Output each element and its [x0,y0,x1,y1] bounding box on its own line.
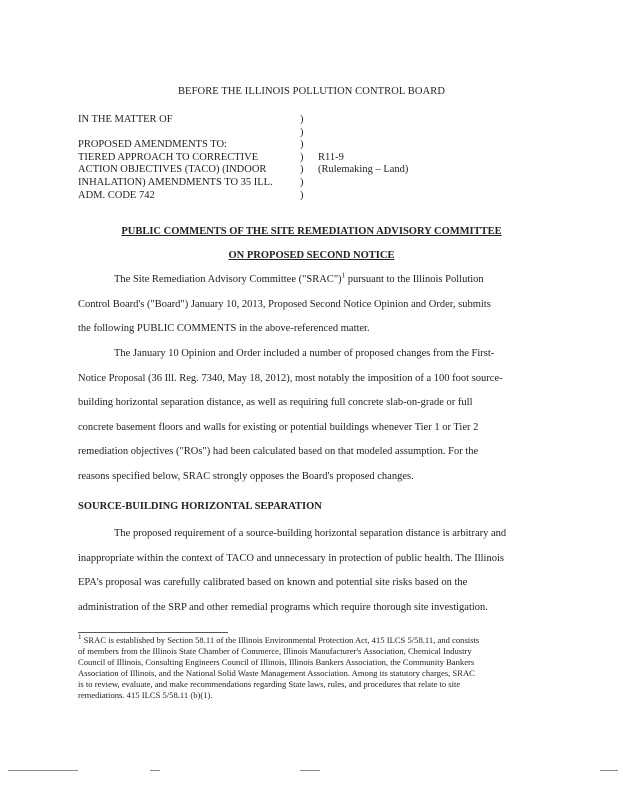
separation-paragraph [78,522,543,620]
docket-line [318,114,468,127]
caption-line: INHALATION) AMENDMENTS TO 35 ILL. [78,176,273,188]
paragraph-line: Notice Proposal (36 Ill. Reg. 7340, May 18, 2012), most notably the imposition of a 100 foot source- [78,372,503,384]
paragraph-line: the following PUBLIC COMMENTS in the above-referenced matter. [78,323,370,334]
scan-mark [8,770,78,771]
caption-line: PROPOSED AMENDMENTS TO: [78,139,227,151]
paren: ) [300,126,304,138]
scan-mark [600,770,618,771]
paren: ) [300,176,304,188]
paragraph-line: The January 10 Opinion and Order included a number of proposed changes from the First- [114,348,495,359]
docket-line [318,177,468,190]
paren: ) [300,164,304,176]
paragraph-text: The Site Remediation Advisory Committee ("SRAC") [114,274,342,285]
document-subtitle: ON PROPOSED SECOND NOTICE [228,250,395,261]
paragraph-line: building horizontal separation distance, as well as requiring full concrete slab-on-grade or full [78,397,473,408]
footnote-ref: 1 [341,271,346,280]
footnote-line: of members from the Illinois State Chamber of Commerce, Illinois Manufacturer's Association, Chemical Industry [78,646,472,656]
paren: ) [300,139,304,151]
footnote [78,635,546,701]
footnote-line: Association of Illinois, and the National Solid Waste Management Association. Among its statutory charges, SRAC [78,668,475,678]
caption-line: TIERED APPROACH TO CORRECTIVE [78,151,259,163]
paren: ) [300,114,304,125]
caption-parens [300,114,310,202]
paragraph-text: pursuant to the Illinois Pollution [345,274,484,285]
intro-paragraph [78,268,543,342]
paragraph-line: remediation objectives ("ROs") had been calculated based on that modeled assumption. For the [78,446,479,457]
board-header: BEFORE THE ILLINOIS POLLUTION CONTROL BOARD [177,86,446,97]
paragraph-line: reasons specified below, SRAC strongly opposes the Board's proposed changes. [78,470,414,482]
caption-matter [78,114,308,202]
caption-docket [318,114,468,202]
section-heading: SOURCE-BUILDING HORIZONTAL SEPARATION [78,501,322,512]
paragraph-line: Control Board's ("Board") January 10, 2013, Proposed Second Notice Opinion and Order, submits [78,298,491,310]
caption-line: IN THE MATTER OF [78,114,173,125]
changes-paragraph [78,342,543,489]
footnote-line: Council of Illinois, Consulting Engineers Council of Illinois, Illinois Bankers Association, the Community Bankers [78,657,475,667]
caption-line: ADM. CODE 742 [78,189,155,201]
document-title: PUBLIC COMMENTS OF THE SITE REMEDIATION ADVISORY COMMITTEE [121,226,502,237]
scan-mark [150,770,160,771]
paragraph-line: inappropriate within the context of TACO and unnecessary in protection of public health. The Illinois [78,552,504,564]
paragraph-line: The proposed requirement of a source-building horizontal separation distance is arbitrary and [114,528,507,539]
footnote-line [78,635,546,646]
docket-line [318,190,468,203]
paragraph-line [78,268,543,293]
footnote-line: is to review, evaluate, and make recommendations regarding State laws, rules, and procedures that relate to site [78,679,461,689]
footnote-marker: 1 [78,633,82,642]
paragraph-line: concrete basement floors and walls for existing or potential buildings whenever Tier 1 or Tier 2 [78,421,479,433]
caption-line [78,127,308,140]
docket-line [318,127,468,140]
footnote-line: remediations. 415 ILCS 5/58.11 (b)(1). [78,690,213,700]
paragraph-line: administration of the SRP and other remedial programs which require thorough site investigation. [78,601,488,613]
paragraph-line: EPA's proposal was carefully calibrated based on known and potential site risks based on the [78,577,468,588]
docket-type: (Rulemaking – Land) [318,164,409,176]
scan-mark [300,770,320,771]
docket-number: R11-9 [318,151,344,163]
footnote-text: SRAC is established by Section 58.11 of the Illinois Environmental Protection Act, 415 ILCS 5/58.11, and consists [83,635,480,645]
paren: ) [300,151,304,163]
footnote-divider [78,632,228,633]
caption-line: ACTION OBJECTIVES (TACO) (INDOOR [78,164,267,176]
paren: ) [300,189,304,201]
scan-artifacts [0,770,623,780]
docket-line [318,139,468,152]
